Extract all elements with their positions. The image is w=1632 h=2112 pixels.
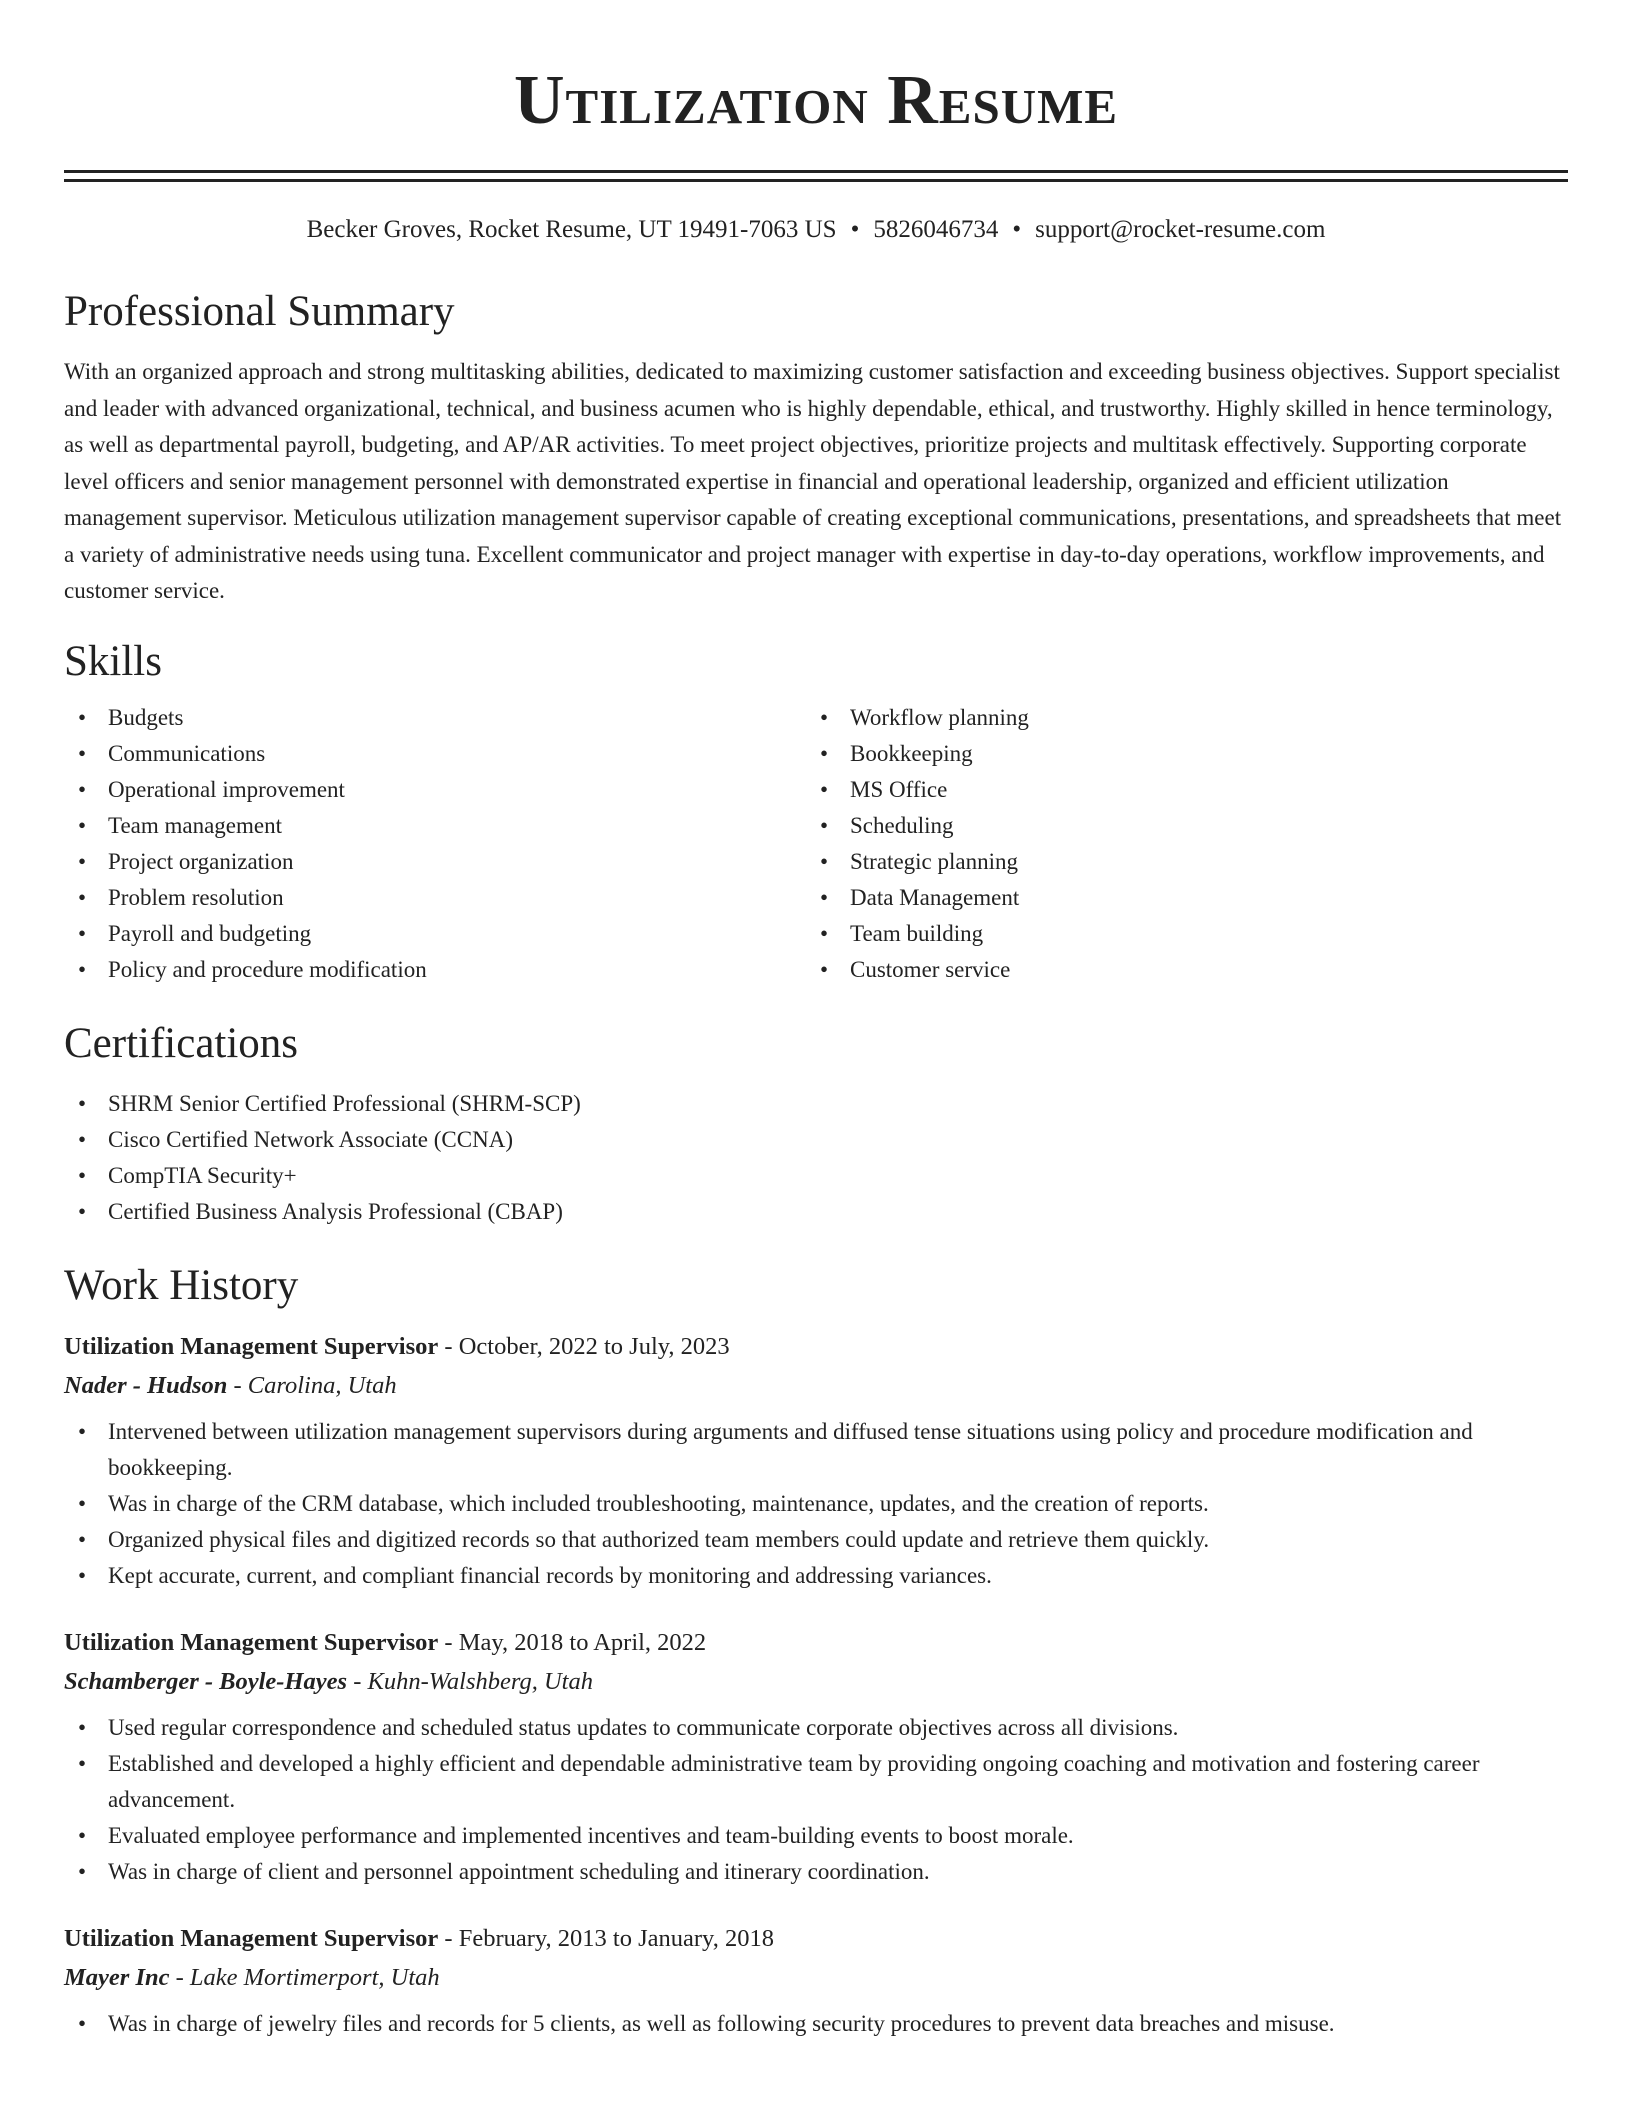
skill-item: • Team management: [64, 808, 806, 844]
work-history-heading: Work History: [64, 1261, 299, 1309]
certification-item: • SHRM Senior Certified Professional (SHRM-SCP): [64, 1086, 1568, 1122]
job-bullet: • Used regular correspondence and scheduled status updates to communicate corporate objectives across all divisions.: [64, 1710, 1568, 1746]
skills-heading: Skills: [64, 637, 162, 685]
job-company-line: [64, 1366, 1568, 1406]
contact-email: support@rocket-resume.com: [1035, 216, 1326, 243]
skill-item: • Workflow planning: [806, 700, 1548, 736]
summary-heading: Professional Summary: [64, 288, 455, 335]
skill-item: • Budgets: [64, 700, 806, 736]
job-bullet: • Kept accurate, current, and compliant financial records by monitoring and addressing variances.: [64, 1558, 1568, 1594]
skills-list-right: [806, 700, 1548, 988]
contact-address: Becker Groves, Rocket Resume, UT 19491-7063 US: [306, 216, 837, 243]
skill-item: • Communications: [64, 736, 806, 772]
job-entry: [64, 1624, 1568, 1890]
resume-page: [64, 0, 1568, 2042]
skill-item: • MS Office: [806, 772, 1548, 808]
contact-line: [64, 214, 1568, 246]
job-bullet: • Intervened between utilization management supervisors during arguments and diffused tense situations using policy and procedure modification and bookkeeping.: [64, 1414, 1568, 1486]
job-bullet: • Was in charge of the CRM database, which included troubleshooting, maintenance, updates, and the creation of reports.: [64, 1486, 1568, 1522]
resume-title: Utilization Resume: [513, 62, 1119, 139]
job-bullets: [64, 1710, 1568, 1890]
certifications-section: [64, 1018, 1568, 1230]
skill-item: • Payroll and budgeting: [64, 916, 806, 952]
skills-list-left: [64, 700, 806, 988]
job-bullet: • Evaluated employee performance and implemented incentives and team-building events to boost morale.: [64, 1818, 1568, 1854]
job-title-line: [64, 1328, 1568, 1366]
job-dates: - October, 2022 to July, 2023: [438, 1332, 730, 1360]
job-location: - Kuhn-Walshberg, Utah: [347, 1667, 593, 1695]
skills-columns: [64, 700, 1568, 988]
contact-separator: •: [850, 216, 860, 243]
contact-separator: •: [1012, 216, 1022, 243]
skills-section: [64, 636, 1568, 988]
skill-item: • Project organization: [64, 844, 806, 880]
certification-item: • Cisco Certified Network Associate (CCNA): [64, 1122, 1568, 1158]
job-bullet: • Established and developed a highly efficient and dependable administrative team by providing ongoing coaching and motivation and fostering career advancement.: [64, 1746, 1568, 1818]
job-title: Utilization Management Supervisor: [64, 1628, 439, 1656]
job-bullets: [64, 2006, 1568, 2042]
job-company: Mayer Inc: [64, 1963, 170, 1991]
summary-text: With an organized approach and strong multitasking abilities, dedicated to maximizing customer satisfaction and exceeding business objectives. Support specialist and leader with advanced organizational, technical, and business acumen who is highly dependable, ethical, and trustworthy. Highly skilled in hence terminology, as well as departmental payroll, budgeting, and AP/AR activities. To meet project objectives, prioritize projects and multitask effectively. Supporting corporate level officers and senior management personnel with demonstrated expertise in financial and operational leadership, organized and efficient utilization management supervisor. Meticulous utilization management supervisor capable of creating exceptional communications, presentations, and spreadsheets that meet a variety of administrative needs using tuna. Excellent communicator and project manager with expertise in day-to-day operations, workflow improvements, and customer service.: [64, 359, 1562, 603]
certifications-list: [64, 1086, 1568, 1230]
job-company-line: [64, 1958, 1568, 1998]
job-entry: [64, 1920, 1568, 2042]
job-title: Utilization Management Supervisor: [64, 1924, 439, 1952]
job-bullet: • Organized physical files and digitized records so that authorized team members could update and retrieve them quickly.: [64, 1522, 1568, 1558]
skill-item: • Operational improvement: [64, 772, 806, 808]
summary-section: [64, 286, 1568, 610]
skill-item: • Strategic planning: [806, 844, 1548, 880]
job-title-line: [64, 1624, 1568, 1662]
skill-item: • Customer service: [806, 952, 1548, 988]
job-bullet: • Was in charge of jewelry files and records for 5 clients, as well as following security procedures to prevent data breaches and misuse.: [64, 2006, 1568, 2042]
skill-item: • Team building: [806, 916, 1548, 952]
skill-item: • Scheduling: [806, 808, 1548, 844]
certifications-heading: Certifications: [64, 1019, 299, 1067]
job-location: - Carolina, Utah: [227, 1371, 397, 1399]
title-divider: [64, 170, 1568, 182]
job-company: Schamberger - Boyle-Hayes: [64, 1667, 348, 1695]
work-history-section: [64, 1260, 1568, 2042]
job-location: - Lake Mortimerport, Utah: [169, 1963, 440, 1991]
skill-item: • Policy and procedure modification: [64, 952, 806, 988]
job-bullets: [64, 1414, 1568, 1594]
job-dates: - February, 2013 to January, 2018: [438, 1924, 774, 1952]
job-company: Nader - Hudson: [64, 1371, 228, 1399]
certification-item: • Certified Business Analysis Professional (CBAP): [64, 1194, 1568, 1230]
job-dates: - May, 2018 to April, 2022: [438, 1628, 707, 1656]
skill-item: • Bookkeeping: [806, 736, 1548, 772]
certification-item: • CompTIA Security+: [64, 1158, 1568, 1194]
contact-phone: 5826046734: [873, 216, 999, 243]
skill-item: • Data Management: [806, 880, 1548, 916]
job-title-line: [64, 1920, 1568, 1958]
job-company-line: [64, 1662, 1568, 1702]
job-bullet: • Was in charge of client and personnel appointment scheduling and itinerary coordination.: [64, 1854, 1568, 1890]
job-entry: [64, 1328, 1568, 1594]
skill-item: • Problem resolution: [64, 880, 806, 916]
job-title: Utilization Management Supervisor: [64, 1332, 439, 1360]
